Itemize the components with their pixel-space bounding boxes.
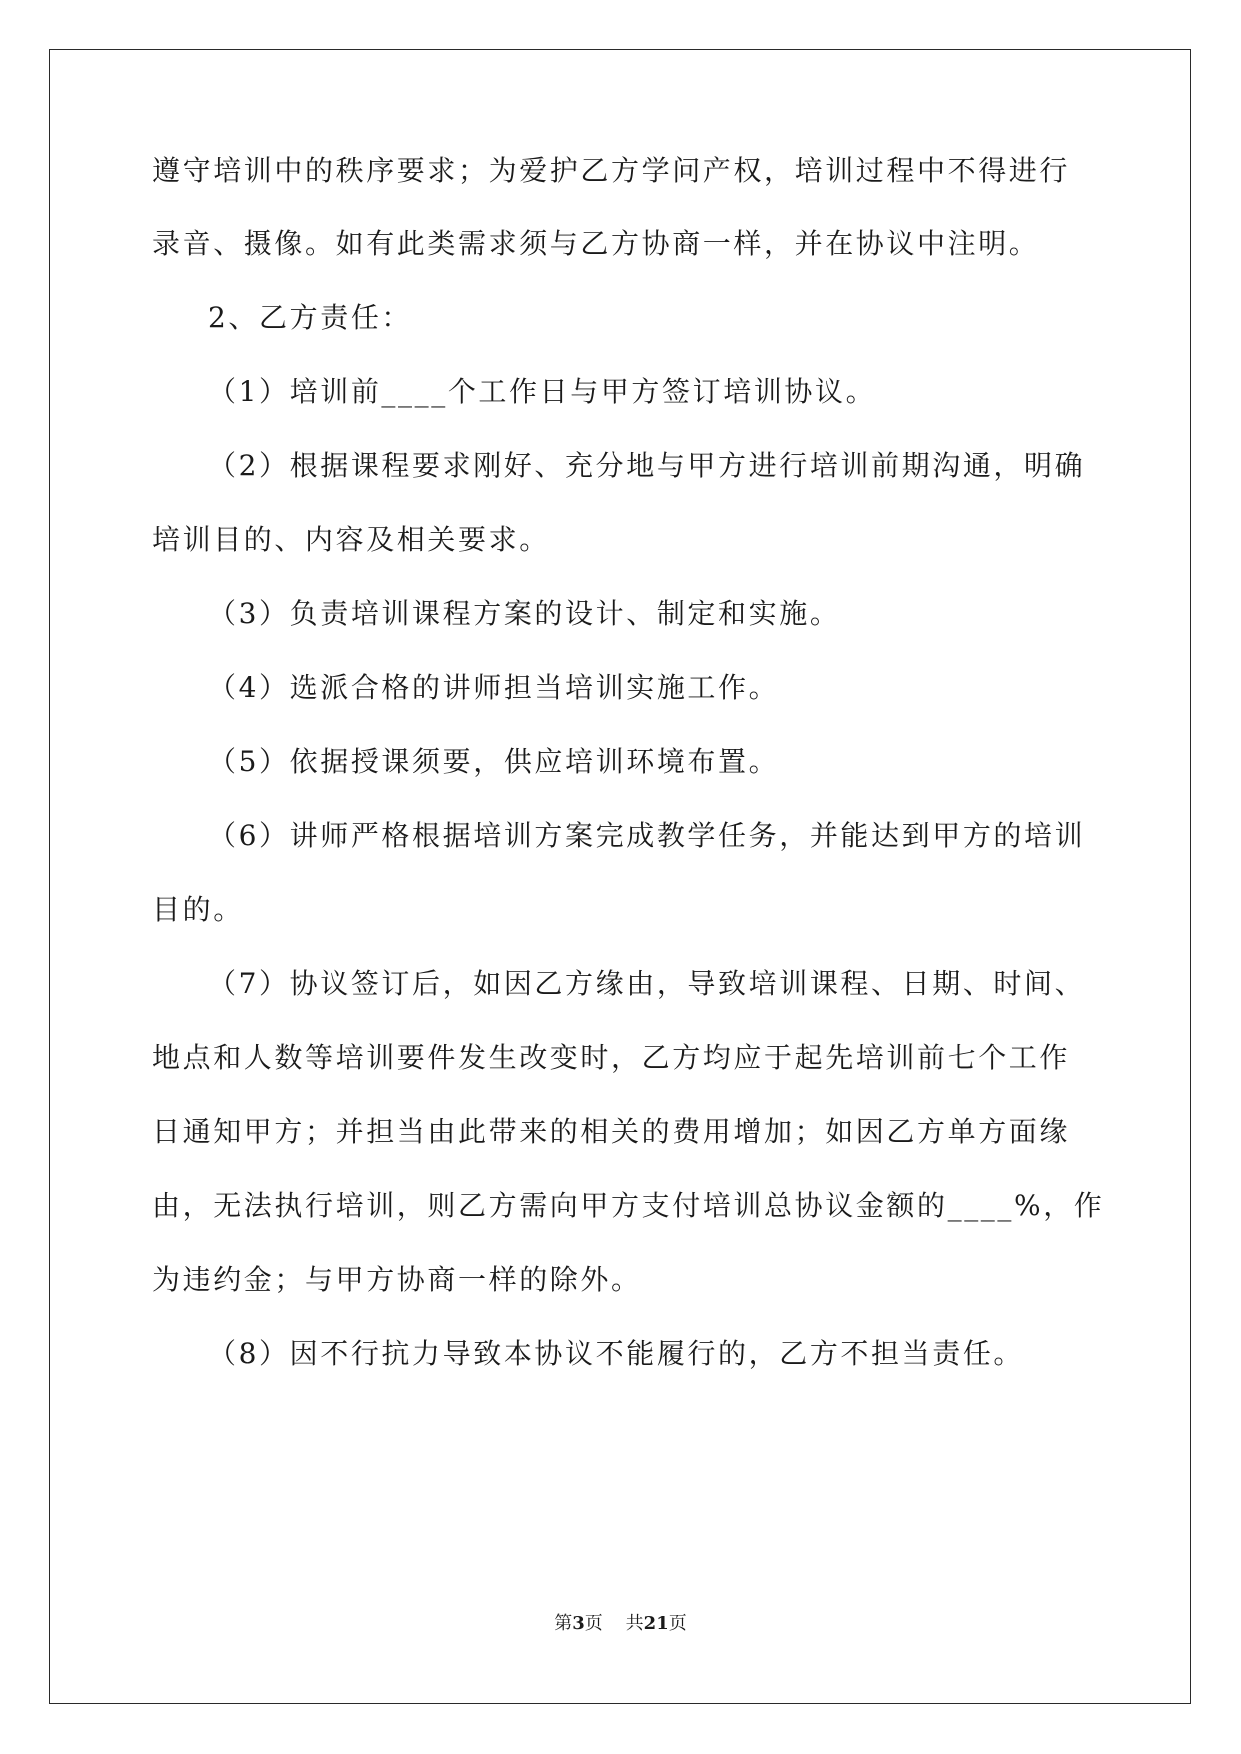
clause-2-line-2: 培训目的、内容及相关要求。	[152, 523, 550, 556]
clause-6-line-1: （6）讲师严格根据培训方案完成教学任务，并能达到甲方的培训	[208, 819, 1086, 852]
total-unit: 页	[668, 1613, 687, 1634]
clause-7-line-2: 地点和人数等培训要件发生改变时，乙方均应于起先培训前七个工作	[152, 1041, 1071, 1074]
total-prefix: 共	[625, 1613, 644, 1634]
page-prefix: 第	[554, 1613, 573, 1634]
page-total: 21	[643, 1613, 669, 1634]
clause-7-line-3: 日通知甲方；并担当由此带来的相关的费用增加；如因乙方单方面缘	[152, 1115, 1071, 1148]
clause-7-line-4: 由，无法执行培训，则乙方需向甲方支付培训总协议金额的____%，作	[152, 1189, 1105, 1222]
clause-8: （8）因不行抗力导致本协议不能履行的，乙方不担当责任。	[208, 1337, 1025, 1370]
clause-6-line-2: 目的。	[152, 893, 244, 926]
clause-5: （5）依据授课须要，供应培训环境布置。	[208, 745, 780, 778]
body-line-1: 遵守培训中的秩序要求；为爱护乙方学问产权，培训过程中不得进行	[152, 154, 1071, 187]
page-current: 3	[572, 1613, 585, 1634]
page-unit: 页	[584, 1613, 603, 1634]
body-line-2: 录音、摄像。如有此类需求须与乙方协商一样，并在协议中注明。	[152, 227, 1040, 260]
clause-2-line-1: （2）根据课程要求刚好、充分地与甲方进行培训前期沟通，明确	[208, 449, 1086, 482]
clause-3: （3）负责培训课程方案的设计、制定和实施。	[208, 597, 841, 630]
section-heading: 2、乙方责任：	[208, 301, 413, 334]
clause-7-line-5: 为违约金；与甲方协商一样的除外。	[152, 1263, 642, 1296]
clause-4: （4）选派合格的讲师担当培训实施工作。	[208, 671, 780, 704]
page-footer	[0, 1612, 1241, 1636]
clause-1: （1）培训前____个工作日与甲方签订培训协议。	[208, 375, 877, 408]
clause-7-line-1: （7）协议签订后，如因乙方缘由，导致培训课程、日期、时间、	[208, 967, 1086, 1000]
